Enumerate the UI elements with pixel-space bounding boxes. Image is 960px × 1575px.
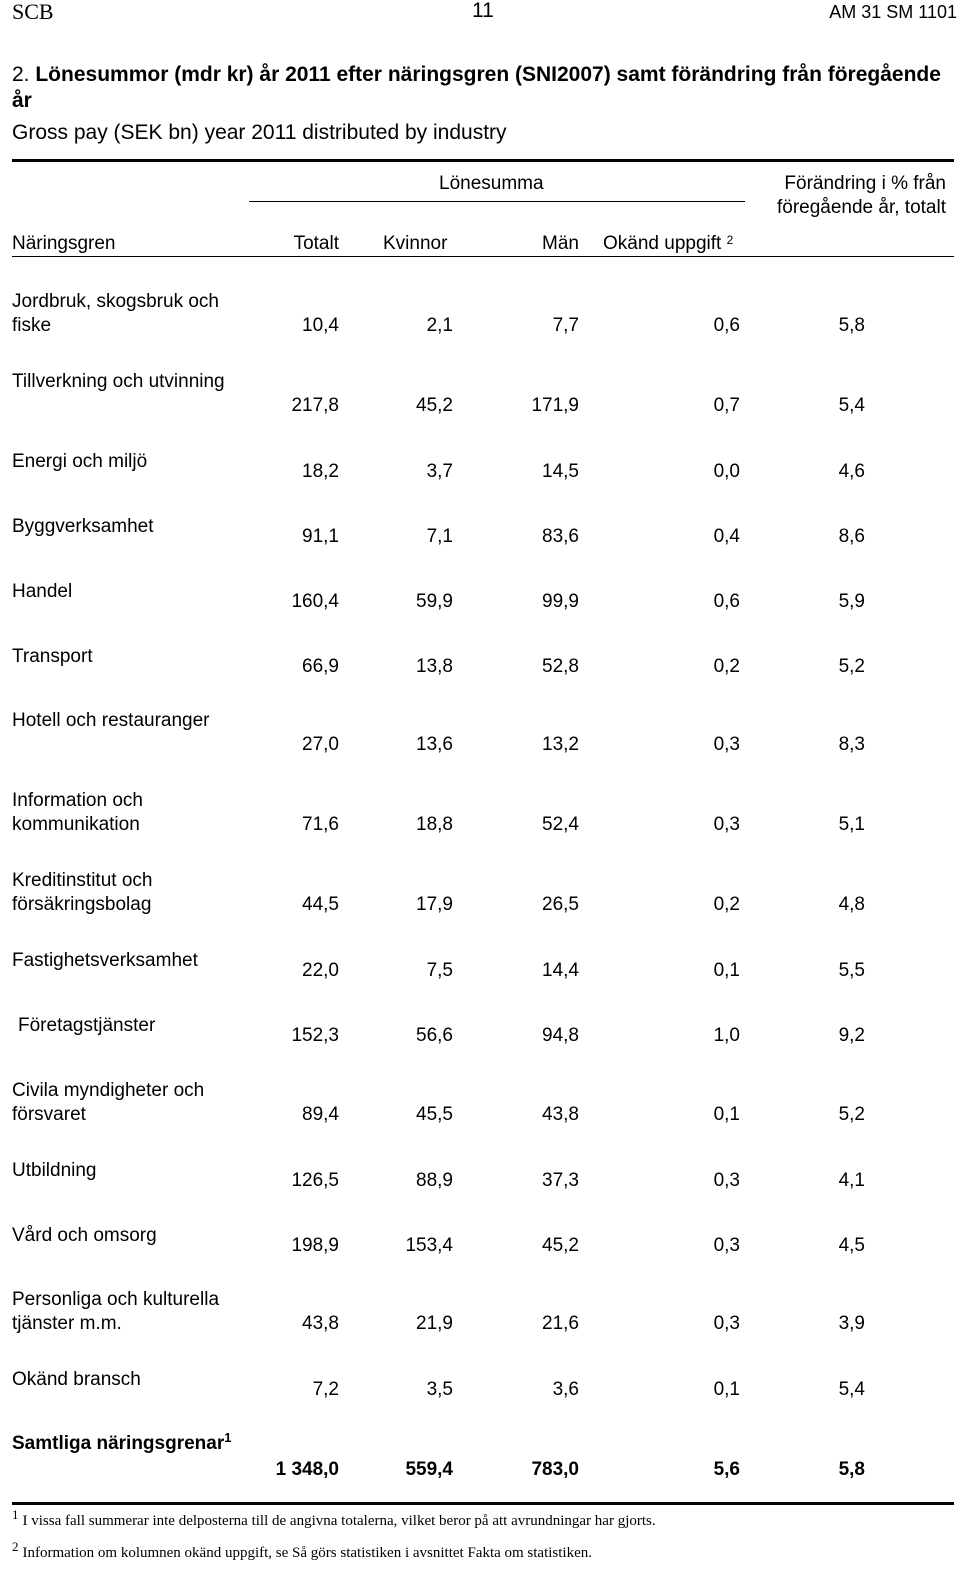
publisher-name: SCB <box>12 0 54 24</box>
table-title <box>12 62 942 114</box>
cell-men: 14,4 <box>542 960 579 981</box>
group-rule <box>249 201 745 202</box>
bottom-rule <box>12 1502 954 1505</box>
footnote-2-number: 2 <box>12 1539 19 1554</box>
row-label: Okänd bransch <box>12 1369 141 1390</box>
cell-women: 88,9 <box>416 1170 453 1191</box>
cell-change: 5,5 <box>838 960 865 981</box>
report-code: AM 31 SM 1101 <box>829 2 957 22</box>
cell-change: 5,4 <box>838 1379 865 1400</box>
cell-men: 99,9 <box>542 591 579 612</box>
row-label: Vård och omsorg <box>12 1225 157 1246</box>
cell-women: 56,6 <box>416 1025 453 1046</box>
cell-unknown: 0,6 <box>713 315 740 336</box>
cell-unknown: 5,6 <box>713 1459 740 1480</box>
header-rule <box>12 256 954 257</box>
cell-men: 171,9 <box>531 395 579 416</box>
cell-men: 37,3 <box>542 1170 579 1191</box>
footnote-1-number: 1 <box>12 1507 19 1522</box>
group-header-lonesumma: Lönesumma <box>439 173 544 194</box>
cell-unknown: 0,1 <box>713 1379 740 1400</box>
cell-unknown: 0,1 <box>713 960 740 981</box>
cell-change: 4,6 <box>838 461 865 482</box>
cell-total: 91,1 <box>302 526 339 547</box>
cell-women: 13,8 <box>416 656 453 677</box>
cell-men: 52,8 <box>542 656 579 677</box>
footnote-1 <box>12 1507 656 1530</box>
cell-change: 4,1 <box>838 1170 865 1191</box>
footnote-2 <box>12 1539 593 1562</box>
cell-men: 43,8 <box>542 1104 579 1125</box>
cell-change: 5,2 <box>838 1104 865 1125</box>
cell-change: 8,6 <box>838 526 865 547</box>
header-men: Män <box>542 233 579 254</box>
cell-men: 26,5 <box>542 894 579 915</box>
cell-total: 66,9 <box>302 656 339 677</box>
table-title-english: Gross pay (SEK bn) year 2011 distributed by industry <box>12 121 507 144</box>
cell-unknown: 0,6 <box>713 591 740 612</box>
header-unknown <box>603 232 733 256</box>
cell-unknown: 0,0 <box>713 461 740 482</box>
row-label: Handel <box>12 581 73 602</box>
cell-change: 5,4 <box>838 395 865 416</box>
row-label: Företagstjänster <box>18 1015 156 1036</box>
cell-unknown: 0,3 <box>713 1235 740 1256</box>
cell-men: 21,6 <box>542 1313 579 1334</box>
cell-men: 3,6 <box>552 1379 579 1400</box>
cell-unknown: 0,2 <box>713 894 740 915</box>
cell-women: 45,2 <box>416 395 453 416</box>
row-label-text: Samtliga näringsgrenar <box>12 1433 225 1454</box>
cell-total: 43,8 <box>302 1313 339 1334</box>
cell-change: 5,9 <box>838 591 865 612</box>
table-number: 2. <box>12 63 30 86</box>
cell-total: 126,5 <box>291 1170 339 1191</box>
cell-men: 45,2 <box>542 1235 579 1256</box>
cell-women: 153,4 <box>405 1235 453 1256</box>
row-label: Jordbruk, skogsbruk och fiske <box>12 291 219 336</box>
cell-women: 45,5 <box>416 1104 453 1125</box>
cell-women: 3,7 <box>426 461 453 482</box>
cell-total: 198,9 <box>291 1235 339 1256</box>
cell-women: 59,9 <box>416 591 453 612</box>
cell-women: 559,4 <box>405 1459 453 1480</box>
cell-women: 13,6 <box>416 734 453 755</box>
row-label: Hotell och restauranger <box>12 710 210 731</box>
cell-change: 8,3 <box>838 734 865 755</box>
cell-total: 22,0 <box>302 960 339 981</box>
cell-change: 4,8 <box>838 894 865 915</box>
cell-total: 152,3 <box>291 1025 339 1046</box>
header-industry: Näringsgren <box>12 233 116 254</box>
header-unknown-label: Okänd uppgift <box>603 233 722 254</box>
cell-total: 27,0 <box>302 734 339 755</box>
cell-men: 14,5 <box>542 461 579 482</box>
header-total: Totalt <box>293 233 339 254</box>
row-label: Byggverksamhet <box>12 516 154 537</box>
cell-change: 5,1 <box>838 814 865 835</box>
cell-men: 52,4 <box>542 814 579 835</box>
row-label: Civila myndigheter och försvaret <box>12 1080 205 1125</box>
cell-men: 83,6 <box>542 526 579 547</box>
cell-change: 4,5 <box>838 1235 865 1256</box>
cell-change: 9,2 <box>838 1025 865 1046</box>
row-label-footnote-ref: 1 <box>224 1430 232 1445</box>
row-label <box>12 1432 252 1456</box>
cell-men: 783,0 <box>531 1459 579 1480</box>
row-label: Tillverkning och utvinning <box>12 371 225 392</box>
cell-women: 3,5 <box>426 1379 453 1400</box>
cell-total: 217,8 <box>291 395 339 416</box>
cell-change: 5,8 <box>838 315 865 336</box>
cell-men: 94,8 <box>542 1025 579 1046</box>
cell-unknown: 0,3 <box>713 814 740 835</box>
footnote-1-text: I vissa fall summerar inte delposterna till de angivna totalerna, vilket beror på att avrundningar har gjorts. <box>22 1513 656 1529</box>
cell-women: 21,9 <box>416 1313 453 1334</box>
cell-total: 160,4 <box>291 591 339 612</box>
header-change: Förändring i % från föregående år, totalt <box>776 173 946 218</box>
cell-women: 7,5 <box>426 960 453 981</box>
cell-unknown: 0,3 <box>713 1313 740 1334</box>
cell-unknown: 1,0 <box>713 1025 740 1046</box>
page-number: 11 <box>472 0 494 22</box>
cell-women: 18,8 <box>416 814 453 835</box>
row-label: Personliga och kulturella tjänster m.m. <box>12 1289 220 1334</box>
cell-change: 5,2 <box>838 656 865 677</box>
top-rule <box>12 159 954 162</box>
table-title-swedish: Lönesummor (mdr kr) år 2011 efter näringsgren (SNI2007) samt förändring från föregående år <box>12 63 941 112</box>
cell-unknown: 0,2 <box>713 656 740 677</box>
header-women: Kvinnor <box>383 233 448 254</box>
cell-unknown: 0,7 <box>713 395 740 416</box>
row-label: Information och kommunikation <box>12 790 143 835</box>
row-label: Transport <box>12 646 93 667</box>
cell-total: 10,4 <box>302 315 339 336</box>
cell-total: 7,2 <box>312 1379 339 1400</box>
header-unknown-footnote-ref: 2 <box>726 233 734 247</box>
cell-unknown: 0,4 <box>713 526 740 547</box>
footnote-2-text: Information om kolumnen okänd uppgift, se Så görs statistiken i avsnittet Fakta om statistiken. <box>22 1545 593 1561</box>
cell-women: 7,1 <box>426 526 453 547</box>
cell-men: 7,7 <box>552 315 579 336</box>
cell-total: 71,6 <box>302 814 339 835</box>
cell-total: 1 348,0 <box>275 1459 339 1480</box>
cell-women: 17,9 <box>416 894 453 915</box>
cell-unknown: 0,3 <box>713 734 740 755</box>
cell-total: 89,4 <box>302 1104 339 1125</box>
row-label: Utbildning <box>12 1160 97 1181</box>
row-label: Kreditinstitut och försäkringsbolag <box>12 870 153 915</box>
cell-women: 2,1 <box>426 315 453 336</box>
cell-unknown: 0,1 <box>713 1104 740 1125</box>
cell-men: 13,2 <box>542 734 579 755</box>
cell-unknown: 0,3 <box>713 1170 740 1191</box>
cell-total: 44,5 <box>302 894 339 915</box>
row-label: Energi och miljö <box>12 451 148 472</box>
cell-total: 18,2 <box>302 461 339 482</box>
cell-change: 5,8 <box>838 1459 865 1480</box>
cell-change: 3,9 <box>838 1313 865 1334</box>
row-label: Fastighetsverksamhet <box>12 950 198 971</box>
